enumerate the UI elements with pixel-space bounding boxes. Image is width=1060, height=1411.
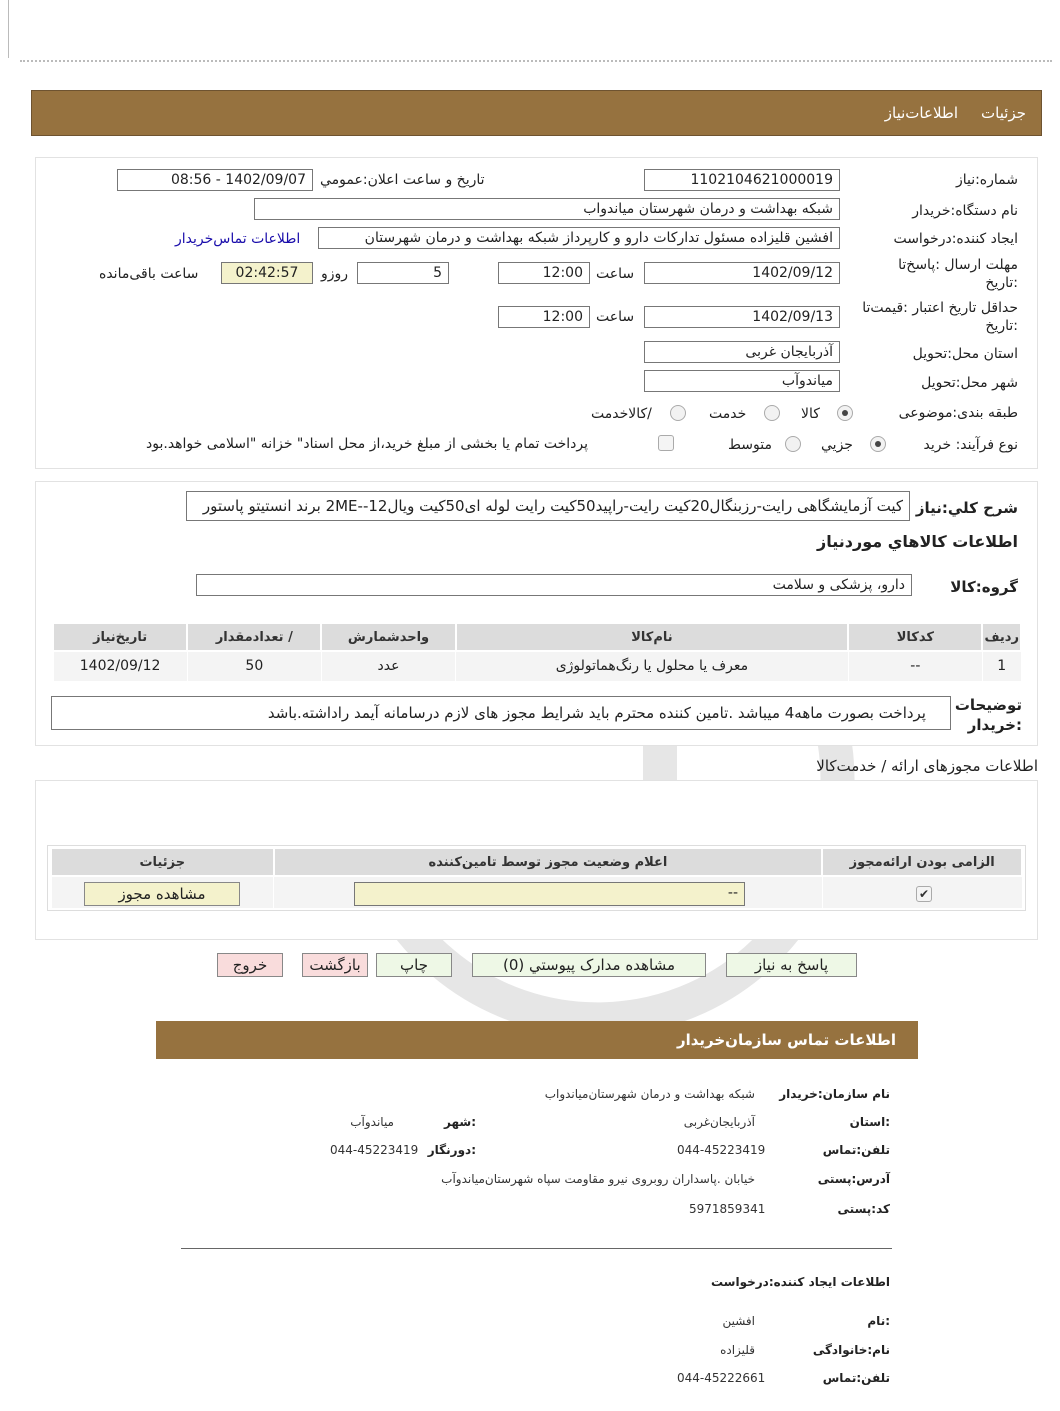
permit-required-checkbox[interactable]: ✔ [916, 886, 932, 902]
col-permit-status: اعلام وضعیت مجوز توسط تامین‌کننده [274, 848, 823, 876]
permits-title: اطلاعات مجوزهای ارائه / خدمت‌کالا [816, 757, 1038, 775]
contact-address-label: آدرس:پستی [817, 1172, 890, 1186]
page-title: اطلاعات‌نیاز [884, 104, 958, 122]
reply-button[interactable]: پاسخ به نیاز [726, 953, 857, 977]
back-button[interactable]: بازگشت [302, 953, 368, 977]
col-qty: / تعدادمقدار [187, 623, 321, 651]
category-option-goods: کالا [801, 406, 820, 422]
col-unit: واحدشمارش [321, 623, 455, 651]
contact-phone-value: 044-45223419 [677, 1143, 766, 1157]
creator-family-value: قلیزاده [720, 1343, 755, 1357]
creator-label: ایجاد کننده:درخواست [893, 231, 1018, 247]
cell-date: 1402/09/12 [53, 651, 187, 681]
print-button[interactable]: چاپ [376, 953, 452, 977]
cell-name: معرف یا محلول یا رنگ‌هماتولوژی [456, 651, 849, 681]
contact-postal-label: کد:پستی [837, 1202, 890, 1216]
col-permit-required: الزامی بودن ارائه‌مجوز [822, 848, 1022, 876]
top-dotted-divider [20, 60, 1052, 62]
col-permit-details: جزئیات [51, 848, 274, 876]
category-option-service: خدمت [709, 406, 747, 422]
remaining-time-field: 02:42:57 [221, 262, 313, 284]
permit-status-field: -- [354, 882, 745, 906]
contact-address-value: خیابان .پاسداران روبروی نیرو مقاومت سپاه شهرستان‌میاندوآب [441, 1172, 755, 1186]
left-border-line [8, 0, 9, 58]
contact-org-label: نام سازمان:خریدار [779, 1087, 890, 1101]
category-label: طبقه بندی:موضوعی [898, 405, 1018, 421]
cell-row: 1 [982, 651, 1021, 681]
treasury-payment-checkbox[interactable] [658, 435, 674, 451]
cell-unit: عدد [321, 651, 455, 681]
treasury-payment-text: پرداخت تمام یا بخشی از مبلغ خرید،از محل اسناد" خزانه "اسلامی خواهد.بود [146, 436, 589, 452]
contact-org-value: شبکه بهداشت و درمان شهرستان‌میاندواب [544, 1087, 755, 1101]
creator-field: افشین قلیزاده مسئول تدارکات دارو و کارپرداز شبکه بهداشت و درمان شهرستان [318, 227, 840, 249]
need-number-label: شماره:نیاز [955, 172, 1018, 188]
buyer-org-field: شبکه بهداشت و درمان شهرستان میاندواب [254, 198, 840, 220]
buyer-notes-field: پرداخت بصورت ماهه4 میباشد .تامین کننده محترم باید شرایط مجوز های لازم درسامانه آیمد راداشته.باشد [51, 696, 951, 730]
buyer-org-label: نام دستگاه:خریدار [912, 203, 1018, 219]
province-field: آذربایجان غربی [644, 341, 840, 363]
need-number-field: 1102104621000019 [644, 169, 840, 191]
days-field: 5 [357, 262, 449, 284]
creator-phone-label: تلفن:تماس [822, 1371, 890, 1385]
process-option-medium: متوسط [728, 437, 772, 453]
send-time-label: ساعت [596, 266, 635, 282]
validity-label-2: :تاریخ [985, 318, 1018, 334]
col-date: تاریخ‌نیاز [53, 623, 187, 651]
col-row: ردیف [982, 623, 1021, 651]
validity-date-field: 1402/09/13 [644, 306, 840, 328]
contact-province-label: :استان [849, 1115, 890, 1129]
validity-time-label: ساعت [596, 309, 635, 325]
remaining-label: ساعت باقی‌مانده [99, 266, 199, 282]
city-field: میاندوآب [644, 370, 840, 392]
buyer-notes-label-2: :خریدار [967, 716, 1022, 734]
city-label: شهر محل:تحویل [921, 375, 1018, 391]
process-option-minor: جزیي [821, 437, 853, 453]
creator-name-value: افشین [722, 1314, 755, 1328]
process-radio-medium[interactable] [785, 436, 801, 452]
category-radio-service[interactable] [764, 405, 780, 421]
validity-label: حداقل تاریخ اعتبار :قیمت‌تا [862, 300, 1018, 316]
contact-province-value: آذربایجان‌غربی [683, 1115, 755, 1129]
buyer-notes-label: توضیحات [954, 696, 1022, 714]
category-option-both: /کالاخدمت [591, 406, 652, 422]
goods-table [52, 622, 1022, 682]
goods-group-field: دارو، پزشکی و سلامت [196, 574, 912, 596]
exit-button[interactable]: خروج [217, 953, 283, 977]
process-label: نوع فرآیند: خرید [923, 437, 1018, 453]
tab-details[interactable]: جزئیات [981, 104, 1026, 122]
send-deadline-label-2: :تاریخ [985, 275, 1018, 291]
contact-city-value: میاندوآب [350, 1115, 394, 1129]
creator-name-label: :نام [867, 1314, 890, 1328]
contact-divider [181, 1248, 892, 1249]
view-permit-button[interactable]: مشاهده مجوز [84, 882, 240, 906]
send-time-field: 12:00 [498, 262, 590, 284]
category-radio-goods[interactable] [837, 405, 853, 421]
contact-city-label: :شهر [444, 1115, 476, 1129]
category-radio-both[interactable] [670, 405, 686, 421]
province-label: استان محل:تحویل [912, 346, 1018, 362]
cell-qty: 50 [187, 651, 321, 681]
contact-postal-value: 5971859341 [689, 1202, 766, 1216]
send-date-field: 1402/09/12 [644, 262, 840, 284]
buyer-contact-link[interactable]: اطلاعات تماس‌خریدار [175, 231, 301, 247]
creator-family-label: نام:خانوادگی [812, 1343, 890, 1357]
goods-group-label: گروه:کالا [950, 578, 1018, 596]
send-deadline-label: مهلت ارسال :پاسخ‌تا [898, 257, 1018, 273]
days-label: روزو [321, 266, 349, 282]
validity-time-field: 12:00 [498, 306, 590, 328]
attachments-button[interactable]: مشاهده مدارک پیوستي (0) [472, 953, 706, 977]
table-row [53, 651, 1021, 681]
need-description-label: شرح کلي:نیاز [915, 499, 1018, 517]
creator-info-title: اطلاعات ایجاد کننده:درخواست [710, 1275, 890, 1289]
contact-phone-label: تلفن:تماس [822, 1143, 890, 1157]
cell-code: -- [848, 651, 982, 681]
goods-info-title: اطلاعات کالاهاي موردنیاز [817, 532, 1018, 551]
contact-fax-label: :دورنگار [427, 1143, 476, 1157]
col-name: نام‌کالا [456, 623, 849, 651]
process-radio-minor[interactable] [870, 436, 886, 452]
announce-label: تاریخ و ساعت اعلان:عمومي [320, 172, 485, 188]
contact-fax-value: 044-45223419 [330, 1143, 419, 1157]
need-description-field: کیت آزمایشگاهی رایت-رزبنگال20کیت رایت-راپید50کیت رایت لوله ای50کیت ویال12--2ME برند انستیتو پاستور [186, 491, 910, 521]
col-code: کدکالا [848, 623, 982, 651]
contact-title: اطلاعات تماس سازمان‌خریدار [676, 1031, 896, 1049]
announce-field: 1402/09/07 - 08:56 [117, 169, 313, 191]
creator-phone-value: 044-45222661 [677, 1371, 766, 1385]
